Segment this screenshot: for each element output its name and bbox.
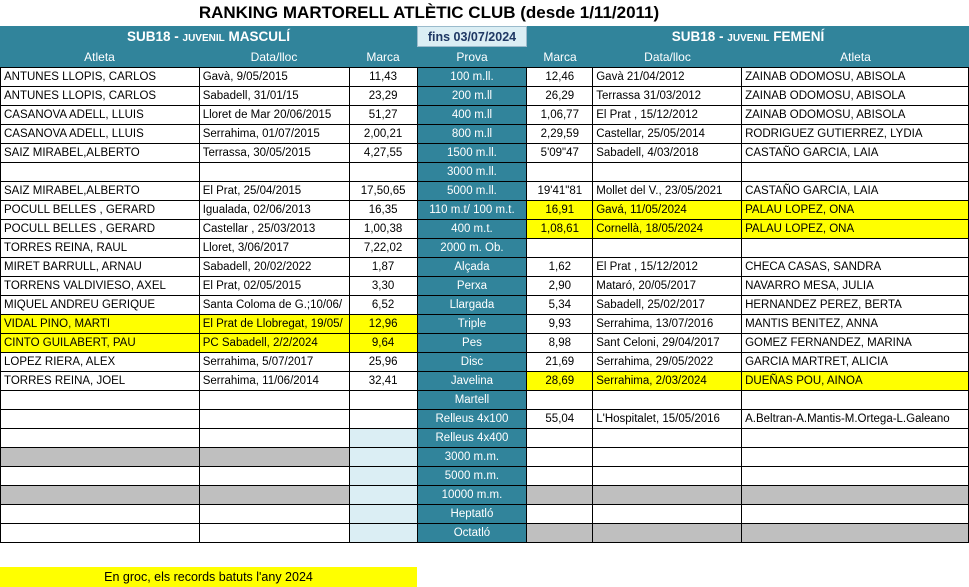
female-mark [527, 524, 593, 543]
female-mark [527, 486, 593, 505]
female-date-place: Mollet del V., 23/05/2021 [593, 182, 742, 201]
male-athlete: CASANOVA ADELL, LLUIS [1, 106, 200, 125]
table-row [1, 448, 969, 467]
table-row [1, 334, 969, 353]
female-date-place [593, 524, 742, 543]
female-date-place: Sabadell, 25/02/2017 [593, 296, 742, 315]
female-athlete: RODRIGUEZ GUTIERREZ, LYDIA [742, 125, 969, 144]
event-name: Relleus 4x100 [417, 410, 527, 429]
male-date-place [199, 163, 349, 182]
male-mark: 25,96 [349, 353, 417, 372]
event-name: Llargada [417, 296, 527, 315]
ranking-body [1, 68, 969, 543]
female-date-place: Cornellà, 18/05/2024 [593, 220, 742, 239]
event-name: Perxa [417, 277, 527, 296]
table-row [1, 391, 969, 410]
male-mark [349, 391, 417, 410]
male-mark [349, 467, 417, 486]
male-athlete [1, 524, 200, 543]
female-date-place [593, 505, 742, 524]
male-mark [349, 410, 417, 429]
female-date-place: Sabadell, 4/03/2018 [593, 144, 742, 163]
female-mark: 12,46 [527, 68, 593, 87]
male-mark [349, 486, 417, 505]
event-name: 3000 m.m. [417, 448, 527, 467]
female-category: SUB18 - [671, 29, 728, 44]
female-date-place: Gavá, 11/05/2024 [593, 201, 742, 220]
page-title: RANKING MARTORELL ATLÈTIC CLUB (desde 1/11/2011) [198, 3, 660, 22]
female-date-place [593, 391, 742, 410]
male-mark: 6,52 [349, 296, 417, 315]
table-row [1, 524, 969, 543]
male-athlete [1, 505, 200, 524]
male-athlete [1, 467, 200, 486]
male-athlete [1, 429, 200, 448]
table-row [1, 106, 969, 125]
female-athlete [742, 467, 969, 486]
female-date-place [593, 467, 742, 486]
table-row [1, 144, 969, 163]
table-row [1, 410, 969, 429]
event-name: 400 m.ll [417, 106, 527, 125]
male-athlete [1, 391, 200, 410]
event-name: Triple [417, 315, 527, 334]
event-name: 1500 m.ll. [417, 144, 527, 163]
female-athlete [742, 429, 969, 448]
male-athlete: CINTO GUILABERT, PAU [1, 334, 200, 353]
event-name: Octatló [417, 524, 527, 543]
male-athlete: POCULL BELLES , GERARD [1, 201, 200, 220]
male-date-place: PC Sabadell, 2/2/2024 [199, 334, 349, 353]
male-mark: 51,27 [349, 106, 417, 125]
male-mark: 11,43 [349, 68, 417, 87]
table-row [1, 315, 969, 334]
male-mark: 16,35 [349, 201, 417, 220]
male-athlete [1, 448, 200, 467]
col-header-m-atleta: Atleta [0, 47, 199, 67]
female-date-place: Castellar, 25/05/2014 [593, 125, 742, 144]
male-date-place [199, 505, 349, 524]
female-date-place: Terrassa 31/03/2012 [593, 87, 742, 106]
male-athlete: MIQUEL ANDREU GERIQUE [1, 296, 200, 315]
male-date-place: Lloret, 3/06/2017 [199, 239, 349, 258]
ranking-table [0, 67, 969, 543]
female-date-place [593, 239, 742, 258]
female-athlete: PALAU LOPEZ, ONA [742, 220, 969, 239]
event-name: 400 m.t. [417, 220, 527, 239]
date-badge: fins 03/07/2024 [417, 26, 527, 47]
male-athlete: TORRES REINA, RAUL [1, 239, 200, 258]
female-athlete [742, 486, 969, 505]
male-date-place: Gavà, 9/05/2015 [199, 68, 349, 87]
male-date-place: El Prat de Llobregat, 19/05/ [199, 315, 349, 334]
male-date-place: Lloret de Mar 20/06/2015 [199, 106, 349, 125]
male-date-place: Terrassa, 30/05/2015 [199, 144, 349, 163]
female-mark [527, 391, 593, 410]
male-date-place: Serrahima, 5/07/2017 [199, 353, 349, 372]
male-athlete: ANTUNES LLOPIS, CARLOS [1, 68, 200, 87]
table-row [1, 505, 969, 524]
table-row [1, 277, 969, 296]
male-mark: 17,50,65 [349, 182, 417, 201]
female-mark: 16,91 [527, 201, 593, 220]
female-date-place: Mataró, 20/05/2017 [593, 277, 742, 296]
female-mark: 1,06,77 [527, 106, 593, 125]
male-athlete: LOPEZ RIERA, ALEX [1, 353, 200, 372]
table-row [1, 87, 969, 106]
table-row [1, 429, 969, 448]
female-mark [527, 163, 593, 182]
event-name: 2000 m. Ob. [417, 239, 527, 258]
event-name: Heptatló [417, 505, 527, 524]
female-athlete: ZAINAB ODOMOSU, ABISOLA [742, 87, 969, 106]
male-athlete: CASANOVA ADELL, LLUIS [1, 125, 200, 144]
female-athlete: HERNANDEZ PEREZ, BERTA [742, 296, 969, 315]
table-row [1, 163, 969, 182]
female-mark [527, 448, 593, 467]
event-name: 200 m.ll [417, 87, 527, 106]
male-date-place: Serrahima, 01/07/2015 [199, 125, 349, 144]
female-mark: 1,62 [527, 258, 593, 277]
female-mark [527, 467, 593, 486]
male-category: SUB18 - [126, 29, 183, 44]
event-name: Alçada [417, 258, 527, 277]
male-juvenil: JUVENIL [182, 33, 225, 44]
female-mark: 26,29 [527, 87, 593, 106]
male-athlete: VIDAL PINO, MARTI [1, 315, 200, 334]
table-row [1, 220, 969, 239]
event-name: Javelina [417, 372, 527, 391]
male-date-place: El Prat, 02/05/2015 [199, 277, 349, 296]
female-date-place [593, 163, 742, 182]
female-date-place: El Prat , 15/12/2012 [593, 106, 742, 125]
event-name: 3000 m.ll. [417, 163, 527, 182]
male-date-place: Igualada, 02/06/2013 [199, 201, 349, 220]
male-athlete: POCULL BELLES , GERARD [1, 220, 200, 239]
male-athlete [1, 163, 200, 182]
female-athlete: A.Beltran-A.Mantis-M.Ortega-L.Galeano [742, 410, 969, 429]
male-mark [349, 505, 417, 524]
female-date-place: Serrahima, 29/05/2022 [593, 353, 742, 372]
table-row [1, 372, 969, 391]
female-date-place: L'Hospitalet, 15/05/2016 [593, 410, 742, 429]
female-mark: 9,93 [527, 315, 593, 334]
female-athlete: PALAU LOPEZ, ONA [742, 201, 969, 220]
male-athlete: ANTUNES LLOPIS, CARLOS [1, 87, 200, 106]
male-mark: 1,00,38 [349, 220, 417, 239]
male-date-place [199, 448, 349, 467]
event-name: 5000 m.m. [417, 467, 527, 486]
male-mark: 12,96 [349, 315, 417, 334]
table-row [1, 467, 969, 486]
male-athlete: SAIZ MIRABEL,ALBERTO [1, 182, 200, 201]
table-row [1, 258, 969, 277]
female-mark: 19'41"81 [527, 182, 593, 201]
male-mark: 32,41 [349, 372, 417, 391]
table-row [1, 486, 969, 505]
female-athlete [742, 505, 969, 524]
male-date-place: Sabadell, 31/01/15 [199, 87, 349, 106]
female-mark: 55,04 [527, 410, 593, 429]
female-section-header [527, 26, 969, 47]
event-name: Disc [417, 353, 527, 372]
female-date-place: Serrahima, 2/03/2024 [593, 372, 742, 391]
table-row [1, 353, 969, 372]
event-name: 10000 m.m. [417, 486, 527, 505]
female-athlete: GARCIA MARTRET, ALICIA [742, 353, 969, 372]
male-mark: 1,87 [349, 258, 417, 277]
event-name: 800 m.ll [417, 125, 527, 144]
male-date-place [199, 524, 349, 543]
male-mark: 2,00,21 [349, 125, 417, 144]
female-date-place: El Prat , 15/12/2012 [593, 258, 742, 277]
table-row [1, 125, 969, 144]
male-date-place [199, 410, 349, 429]
female-mark: 21,69 [527, 353, 593, 372]
female-mark: 8,98 [527, 334, 593, 353]
male-date-place: El Prat, 25/04/2015 [199, 182, 349, 201]
female-athlete: ZAINAB ODOMOSU, ABISOLA [742, 68, 969, 87]
female-athlete: CASTAÑO GARCIA, LAIA [742, 182, 969, 201]
female-mark: 2,90 [527, 277, 593, 296]
male-athlete: SAIZ MIRABEL,ALBERTO [1, 144, 200, 163]
table-row [1, 239, 969, 258]
male-athlete: TORRENS VALDIVIESO, AXEL [1, 277, 200, 296]
col-header-m-marca: Marca [349, 47, 417, 67]
female-athlete [742, 163, 969, 182]
legend-note: En groc, els records batuts l'any 2024 [0, 567, 417, 587]
col-header-f-atleta: Atleta [742, 47, 969, 67]
female-gender: FEMENÍ [769, 29, 825, 44]
male-date-place: Castellar , 25/03/2013 [199, 220, 349, 239]
female-athlete: DUEÑAS POU, AINOA [742, 372, 969, 391]
female-mark: 1,08,61 [527, 220, 593, 239]
event-name: 100 m.ll. [417, 68, 527, 87]
female-mark [527, 239, 593, 258]
col-header-m-data: Data/lloc [199, 47, 349, 67]
female-mark [527, 429, 593, 448]
male-mark [349, 448, 417, 467]
male-date-place [199, 429, 349, 448]
event-name: 110 m.t/ 100 m.t. [417, 201, 527, 220]
female-date-place [593, 429, 742, 448]
male-athlete [1, 410, 200, 429]
table-row [1, 68, 969, 87]
female-mark: 28,69 [527, 372, 593, 391]
table-row [1, 296, 969, 315]
male-mark: 9,64 [349, 334, 417, 353]
male-date-place: Serrahima, 11/06/2014 [199, 372, 349, 391]
male-date-place: Sabadell, 20/02/2022 [199, 258, 349, 277]
female-athlete [742, 448, 969, 467]
male-section-header [0, 26, 417, 47]
female-date-place: Serrahima, 13/07/2016 [593, 315, 742, 334]
col-header-f-marca: Marca [527, 47, 593, 67]
male-date-place [199, 486, 349, 505]
event-name: Martell [417, 391, 527, 410]
event-name: Pes [417, 334, 527, 353]
col-header-f-data: Data/lloc [593, 47, 742, 67]
male-date-place [199, 467, 349, 486]
male-mark: 3,30 [349, 277, 417, 296]
table-row [1, 182, 969, 201]
male-gender: MASCULÍ [224, 29, 290, 44]
male-athlete [1, 486, 200, 505]
male-date-place: Santa Coloma de G.;10/06/ [199, 296, 349, 315]
female-athlete [742, 239, 969, 258]
female-athlete: CASTAÑO GARCIA, LAIA [742, 144, 969, 163]
female-athlete: NAVARRO MESA, JULIA [742, 277, 969, 296]
male-date-place [199, 391, 349, 410]
event-name: 5000 m.ll. [417, 182, 527, 201]
male-mark: 7,22,02 [349, 239, 417, 258]
female-date-place: Sant Celoni, 29/04/2017 [593, 334, 742, 353]
female-athlete: CHECA CASAS, SANDRA [742, 258, 969, 277]
female-date-place [593, 448, 742, 467]
female-date-place: Gavà 21/04/2012 [593, 68, 742, 87]
female-mark: 2,29,59 [527, 125, 593, 144]
male-mark [349, 524, 417, 543]
female-juvenil: JUVENIL [727, 33, 770, 44]
male-mark: 23,29 [349, 87, 417, 106]
female-athlete: GOMEZ FERNANDEZ, MARINA [742, 334, 969, 353]
table-row [1, 201, 969, 220]
female-mark: 5'09"47 [527, 144, 593, 163]
col-header-prova: Prova [417, 47, 527, 67]
event-name: Relleus 4x400 [417, 429, 527, 448]
female-mark: 5,34 [527, 296, 593, 315]
male-athlete: TORRES REINA, JOEL [1, 372, 200, 391]
male-mark [349, 429, 417, 448]
female-athlete [742, 524, 969, 543]
female-mark [527, 505, 593, 524]
male-athlete: MIRET BARRULL, ARNAU [1, 258, 200, 277]
female-athlete: ZAINAB ODOMOSU, ABISOLA [742, 106, 969, 125]
female-athlete: MANTIS BENITEZ, ANNA [742, 315, 969, 334]
male-mark: 4,27,55 [349, 144, 417, 163]
female-date-place [593, 486, 742, 505]
male-mark [349, 163, 417, 182]
female-athlete [742, 391, 969, 410]
